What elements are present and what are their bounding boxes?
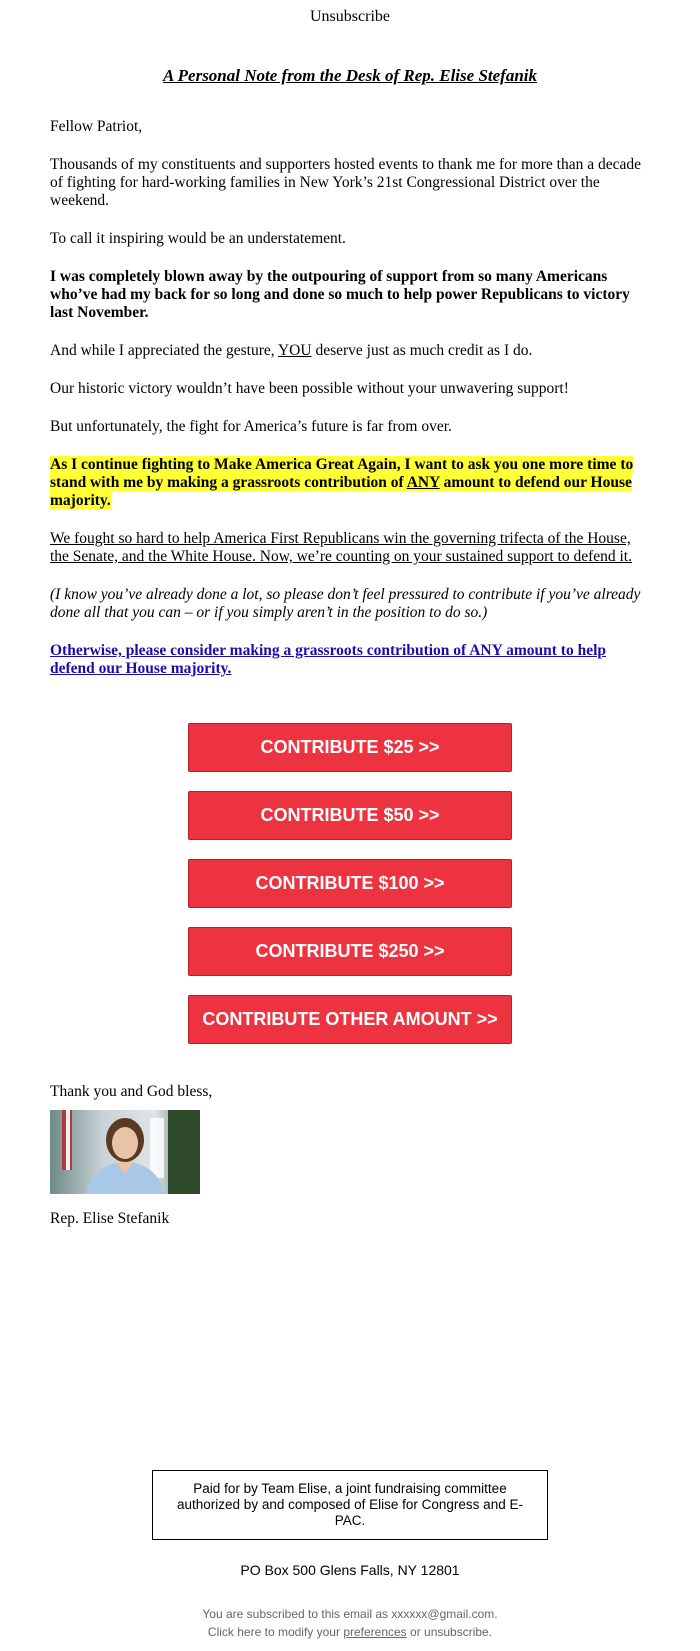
modify-text-b: or unsubscribe. — [406, 1625, 493, 1639]
p4-text-b: deserve just as much credit as I do. — [311, 342, 533, 359]
greeting: Fellow Patriot, — [50, 118, 143, 135]
preferences-link[interactable]: preferences — [343, 1625, 407, 1639]
signature-name: Rep. Elise Stefanik — [50, 1210, 170, 1227]
signoff: Thank you and God bless, — [50, 1083, 213, 1100]
mailing-address: PO Box 500 Glens Falls, NY 12801 — [240, 1562, 460, 1578]
modify-text-a: Click here to modify your — [207, 1625, 344, 1639]
paragraph-10 — [50, 642, 650, 678]
page-title: A Personal Note from the Desk of Rep. Elise Stefanik — [163, 66, 537, 85]
paragraph-3-bold: I was completely blown away by the outpouring of support from so many Americans who’ve had my back for so long and done so much to help power Republicans to victory last November. — [50, 268, 630, 321]
portrait-illustration — [50, 1110, 200, 1194]
paragraph-6: But unfortunately, the fight for America’s future is far from over. — [50, 418, 452, 435]
top-unsubscribe — [0, 8, 700, 26]
modify-line — [0, 1623, 700, 1641]
p4-text-a: And while I appreciated the gesture, — [50, 342, 278, 359]
unsubscribe-link[interactable]: Unsubscribe — [310, 8, 390, 25]
portrait-photo — [50, 1110, 200, 1194]
any-emphasis: ANY — [406, 474, 440, 491]
contribute-25-button[interactable]: CONTRIBUTE $25 >> — [188, 723, 512, 772]
paragraph-1: Thousands of my constituents and supporters hosted events to thank me for more than a decade of fighting for hard-working families in New York’s 21st Congressional District over the weekend. — [50, 156, 642, 209]
p7-text-a: As I continue fighting to Make America Great Again, I want to ask you one more time to stand with me by making a grassroots contribution of — [50, 456, 634, 491]
you-emphasis: YOU — [277, 342, 312, 359]
paragraph-9-italic: (I know you’ve already done a lot, so please don’t feel pressured to contribute if you’ve already done all that you can – or if you simply aren’t in the position to do so.) — [50, 586, 641, 621]
contribute-buttons — [188, 723, 512, 1063]
contribute-50-button[interactable]: CONTRIBUTE $50 >> — [188, 791, 512, 840]
contribute-other-button[interactable]: CONTRIBUTE OTHER AMOUNT >> — [188, 995, 512, 1044]
contribute-250-button[interactable]: CONTRIBUTE $250 >> — [188, 927, 512, 976]
paragraph-4 — [50, 342, 650, 360]
paid-for-disclaimer: Paid for by Team Elise, a joint fundraising committee authorized by and composed of Elise for Congress and E-PAC. — [152, 1470, 548, 1540]
subscribed-text: You are subscribed to this email as xxxxxx@gmail.com. — [202, 1607, 498, 1621]
paragraph-8-underlined: We fought so hard to help America First Republicans win the governing trifecta of the House, the Senate, and the White House. Now, we’re counting on your sustained support to defend it. — [50, 530, 632, 565]
paragraph-2: To call it inspiring would be an understatement. — [50, 230, 346, 247]
p7-text-b: amount to defend our House majority. — [50, 474, 632, 509]
paragraph-7-highlight — [50, 456, 650, 510]
subscription-note — [0, 1605, 700, 1641]
paragraph-5: Our historic victory wouldn’t have been possible without your unwavering support! — [50, 380, 569, 397]
email-body — [50, 118, 650, 698]
contribute-text-link[interactable]: Otherwise, please consider making a grassroots contribution of ANY amount to help defend our House majority. — [50, 642, 607, 677]
contribute-100-button[interactable]: CONTRIBUTE $100 >> — [188, 859, 512, 908]
